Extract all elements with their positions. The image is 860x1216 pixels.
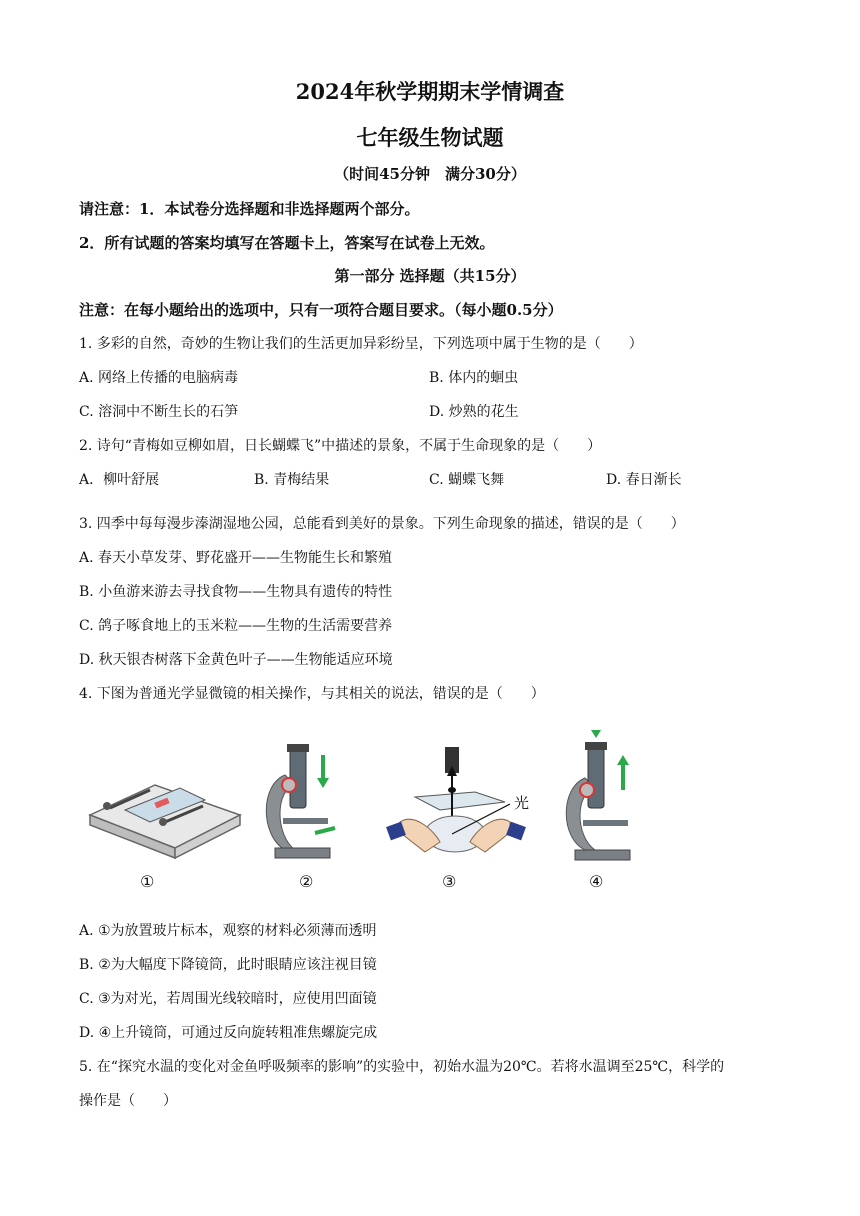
microscope-stage-figure — [85, 770, 245, 865]
question-4-option-b: B. ②为大幅度下降镜筒，此时眼睛应该注视目镜 — [79, 957, 377, 973]
light-label: 光 — [514, 794, 530, 812]
question-1-option-b: B. 体内的蛔虫 — [429, 370, 519, 386]
question-3-option-a: A. 春天小草发芽、野花盛开——生物能生长和繁殖 — [79, 550, 393, 566]
microscope-raising-figure — [555, 728, 640, 865]
question-1-option-d: D. 炒熟的花生 — [429, 404, 519, 420]
question-4-option-d: D. ④上升镜筒，可通过反向旋转粗准焦螺旋完成 — [79, 1025, 378, 1041]
question-2-option-a: A．柳叶舒展 — [79, 472, 160, 488]
question-2-option-c: C. 蝴蝶飞舞 — [429, 472, 505, 488]
exam-title: 2024年秋学期期末学情调查 — [295, 79, 565, 104]
question-2-option-b: B. 青梅结果 — [254, 472, 330, 488]
microscope-lowering-figure — [255, 740, 340, 865]
question-1-stem: 1. 多彩的自然，奇妙的生物让我们的生活更加异彩纷呈，下列选项中属于生物的是（ ） — [79, 336, 643, 352]
exam-meta: （时间45分钟 满分30分） — [334, 165, 526, 183]
question-3-option-c: C. 鸽子啄食地上的玉米粒——生物的生活需要营养 — [79, 618, 393, 634]
notice-line-2: 2．所有试题的答案均填写在答题卡上，答案写在试卷上无效。 — [79, 234, 495, 252]
section-title: 第一部分 选择题（共15分） — [334, 267, 526, 285]
question-4-option-c: C. ③为对光，若周围光线较暗时，应使用凹面镜 — [79, 991, 377, 1007]
figure-label-1: ① — [140, 872, 155, 891]
question-4-option-a: A. ①为放置玻片标本，观察的材料必须薄而透明 — [79, 923, 377, 939]
notice-line-1: 请注意：1．本试卷分选择题和非选择题两个部分。 — [79, 200, 420, 218]
question-5-stem-line-1: 5. 在“探究水温的变化对金鱼呼吸频率的影响”的实验中，初始水温为20℃。若将水温调至25℃，科学的 — [79, 1059, 725, 1075]
question-2-option-d: D. 春日渐长 — [606, 472, 682, 488]
question-3-option-b: B. 小鱼游来游去寻找食物——生物具有遗传的特性 — [79, 584, 393, 600]
question-2-stem: 2. 诗句“青梅如豆柳如眉，日长蝴蝶飞”中描述的景象，不属于生命现象的是（ ） — [79, 438, 602, 454]
question-3-option-d: D. 秋天银杏树落下金黄色叶子——生物能适应环境 — [79, 652, 393, 668]
figure-label-4: ④ — [589, 872, 604, 891]
question-3-stem: 3. 四季中每每漫步溱湖湿地公园，总能看到美好的景象。下列生命现象的描述，错误的是（ ） — [79, 516, 685, 532]
question-4-stem: 4. 下图为普通光学显微镜的相关操作，与其相关的说法，错误的是（ ） — [79, 686, 545, 702]
figure-label-2: ② — [299, 872, 314, 891]
question-1-option-c: C. 溶洞中不断生长的石笋 — [79, 404, 239, 420]
figure-label-3: ③ — [442, 872, 457, 891]
exam-subtitle: 七年级生物试题 — [356, 125, 504, 150]
question-5-stem-line-2: 操作是（ ） — [79, 1093, 177, 1109]
section-note: 注意：在每小题给出的选项中，只有一项符合题目要求。（每小题0.5分） — [79, 301, 563, 319]
question-1-option-a: A. 网络上传播的电脑病毒 — [79, 370, 239, 386]
